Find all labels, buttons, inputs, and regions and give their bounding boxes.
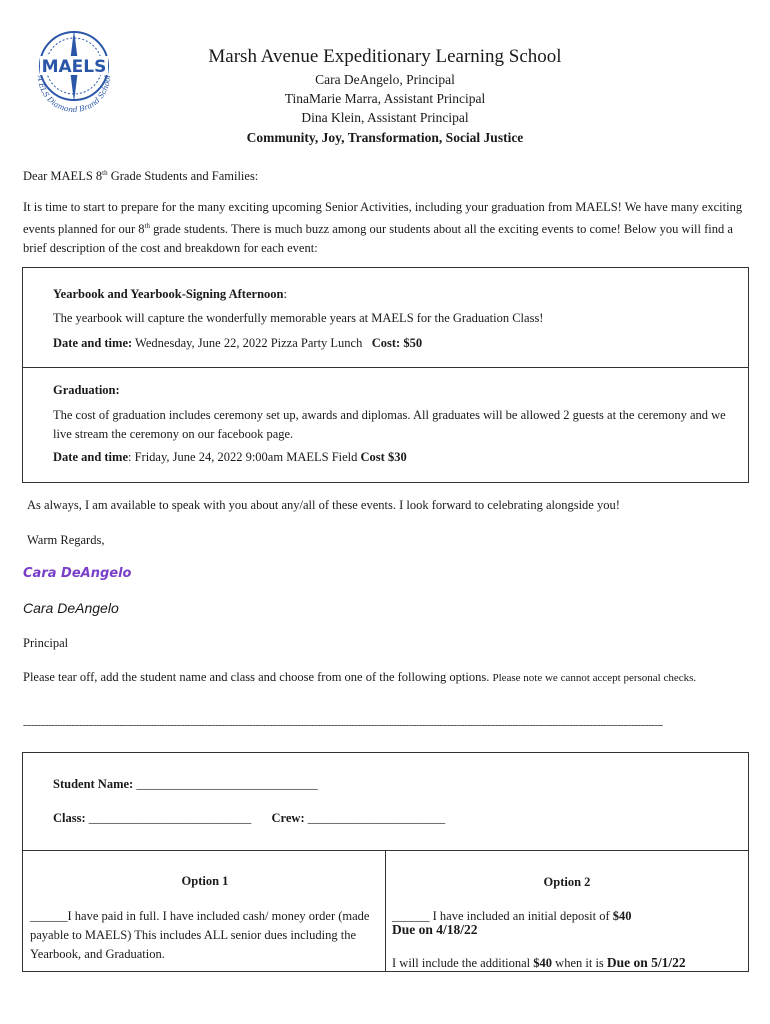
tear-off-line: ---------------------------------------------------------------------------------------------------------------------------------------------------------------------------------------------------------------------------------- (23, 720, 663, 731)
school-logo (28, 26, 120, 118)
option-2-title: Option 2 (543, 875, 591, 889)
tear-off-instructions: Please tear off, add the student name and class and choose from one of the following options. Please note we cannot accept personal checks. (23, 670, 697, 684)
yearbook-date: Date and time: Wednesday, June 22, 2022 Pizza Party Lunch Cost: $50 (53, 336, 423, 350)
events-box (22, 267, 749, 483)
option-2[interactable] (392, 850, 742, 971)
graduation-title: Graduation: (53, 383, 120, 397)
option-2-additional: I will include the additional $40 when it is Due on 5/1/22 (392, 955, 686, 970)
class-crew-fields (53, 809, 734, 828)
graduation-description: The cost of graduation includes ceremony set up, awards and diplomas. All graduates will be allowed 2 guests at the ceremony and we live stream the ceremony on our facebook page. (53, 408, 726, 441)
principal-title: Principal (23, 636, 69, 650)
option-1[interactable] (30, 850, 380, 971)
option-2-due-1: Due on 4/18/22 (392, 922, 478, 937)
school-motto: Community, Joy, Transformation, Social Justice (246, 130, 524, 145)
signature: Cara DeAngelo (23, 566, 132, 581)
principal-line: Cara DeAngelo, Principal (315, 72, 455, 87)
graduation-date: Date and time: Friday, June 24, 2022 9:00am MAELS Field Cost $30 (53, 450, 407, 464)
assistant-principal-line-2: Dina Klein, Assistant Principal (301, 110, 469, 125)
crew-field[interactable]: Crew: ______________________ (271, 811, 446, 825)
logo-text: MAELS (41, 57, 107, 77)
student-name-field[interactable]: Student Name: _____________________________ (53, 777, 318, 791)
option-2-deposit: ______ I have included an initial deposit of $40 (392, 909, 632, 923)
school-name: Marsh Avenue Expeditionary Learning School (208, 46, 562, 67)
intro-paragraph: It is time to start to prepare for the many exciting upcoming Senior Activities, including your graduation from MAELS! We have many exciting events planned for our 8th grade students. There is much buzz among our students about all the exciting events to come! Below you will find a brief description of the cost and breakdown for each event: (23, 200, 743, 256)
warm-regards: Warm Regards, (27, 533, 105, 547)
yearbook-description: The yearbook will capture the wonderfully memorable years at MAELS for the Graduation Class! (53, 311, 544, 325)
yearbook-title: Yearbook and Yearbook-Signing Afternoon: (53, 287, 287, 301)
events-divider (23, 367, 748, 368)
class-field[interactable]: Class: __________________________ (53, 811, 252, 825)
option-1-title: Option 1 (181, 874, 229, 888)
assistant-principal-line-1: TinaMarie Marra, Assistant Principal (284, 91, 486, 106)
closing-line: As always, I am available to speak with you about any/all of these events. I look forward to celebrating alongside you! (27, 498, 620, 512)
salutation: Dear MAELS 8th Grade Students and Families: (23, 169, 259, 184)
principal-name: Cara DeAngelo (23, 600, 119, 616)
option-column-divider (385, 850, 386, 971)
option-1-text: ______I have paid in full. I have included cash/ money order (made payable to MAELS) This includes ALL senior dues including the Yearbook, and Graduation. (30, 909, 370, 961)
logo-ring-text: A ELS Diamond Brand School (35, 75, 113, 115)
